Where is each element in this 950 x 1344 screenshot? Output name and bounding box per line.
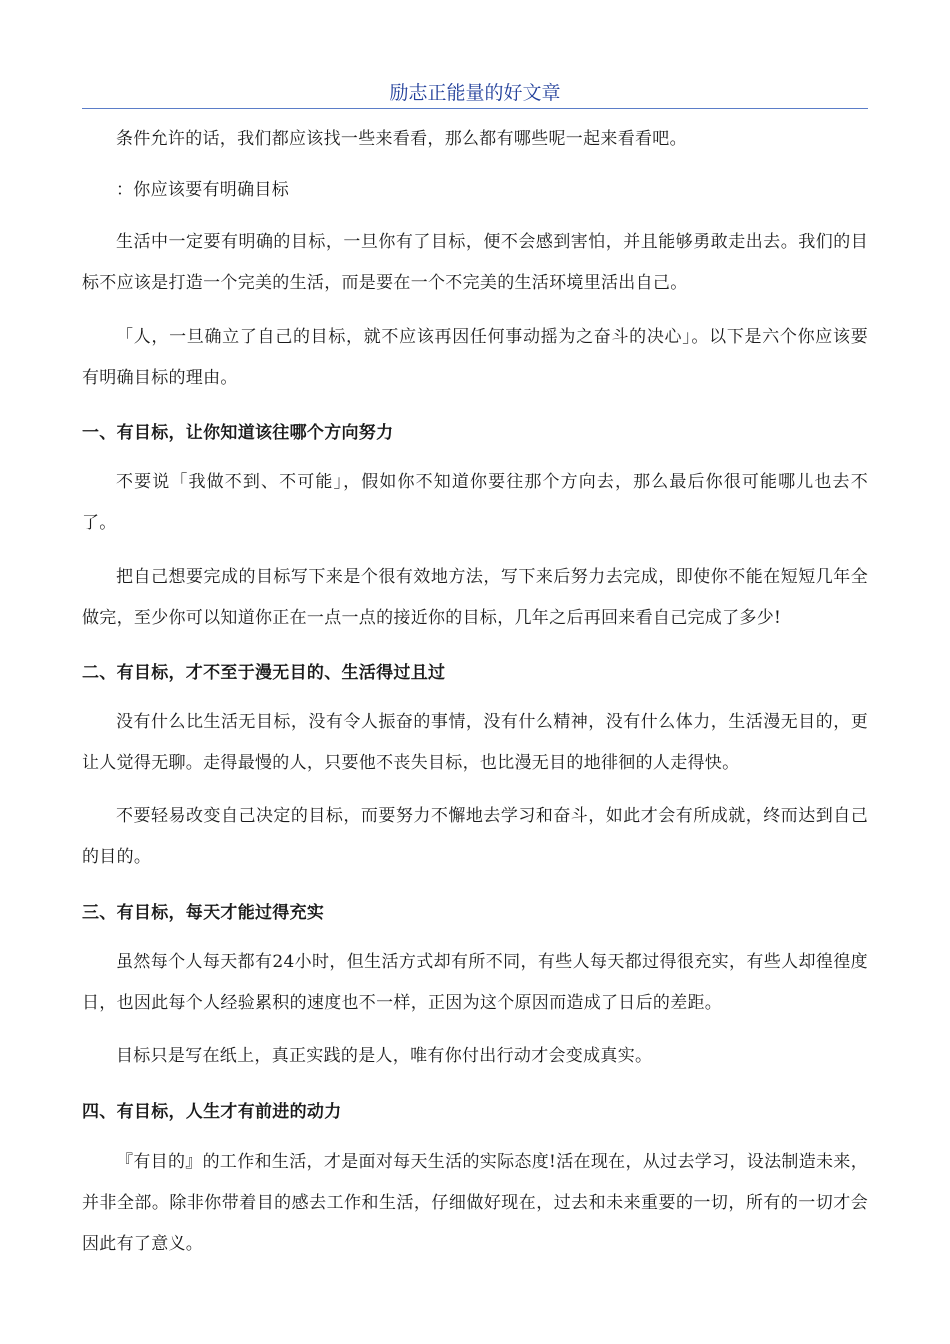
section-3-paragraph: 虽然每个人每天都有24小时，但生活方式却有所不同，有些人每天都过得很充实，有些人却徨徨度日，也因此每个人经验累积的速度也不一样，正因为这个原因而造成了日后的差距。 (82, 952, 868, 1013)
intro-paragraph: 「人，一旦确立了自己的目标，就不应该再因任何事动摇为之奋斗的决心」。以下是六个你应该要有明确目标的理由。 (82, 327, 868, 388)
section-heading-4: 四、有目标，人生才有前进的动力 (82, 1102, 342, 1122)
section-2-paragraph: 没有什么比生活无目标，没有令人振奋的事情，没有什么精神，没有什么体力，生活漫无目的，更让人觉得无聊。走得最慢的人，只要他不丧失目标，也比漫无目的地徘徊的人走得快。 (82, 712, 868, 773)
section-4-paragraph: 『有目的』的工作和生活，才是面对每天生活的实际态度!活在现在，从过去学习，设法制造未来，并非全部。除非你带着目的感去工作和生活，仔细做好现在，过去和未来重要的一切，所有的一切才会因此有了意义。 (82, 1152, 868, 1254)
section-heading-1: 一、有目标，让你知道该往哪个方向努力 (82, 423, 394, 443)
header-divider (82, 108, 868, 109)
section-heading-2: 二、有目标，才不至于漫无目的、生活得过且过 (82, 663, 446, 683)
intro-paragraph: 生活中一定要有明确的目标，一旦你有了目标，便不会感到害怕，并且能够勇敢走出去。我们的目标不应该是打造一个完美的生活，而是要在一个不完美的生活环境里活出自己。 (82, 232, 868, 293)
section-1-paragraph: 不要说「我做不到、不可能」，假如你不知道你要往那个方向去，那么最后你很可能哪儿也去不了。 (82, 472, 868, 533)
intro-subheading: ：你应该要有明确目标 (116, 180, 289, 200)
section-2-paragraph: 不要轻易改变自己决定的目标，而要努力不懈地去学习和奋斗，如此才会有所成就，终而达到自己的目的。 (82, 806, 868, 867)
intro-paragraph: 条件允许的话，我们都应该找一些来看看，那么都有哪些呢一起来看看吧。 (116, 129, 687, 149)
section-heading-3: 三、有目标，每天才能过得充实 (82, 903, 325, 923)
section-1-paragraph: 把自己想要完成的目标写下来是个很有效地方法，写下来后努力去完成，即使你不能在短短几年全做完，至少你可以知道你正在一点一点的接近你的目标，几年之后再回来看自己完成了多少! (82, 567, 868, 628)
section-3-paragraph: 目标只是写在纸上，真正实践的是人，唯有你付出行动才会变成真实。 (116, 1046, 653, 1066)
document-title: 励志正能量的好文章 (389, 82, 561, 104)
